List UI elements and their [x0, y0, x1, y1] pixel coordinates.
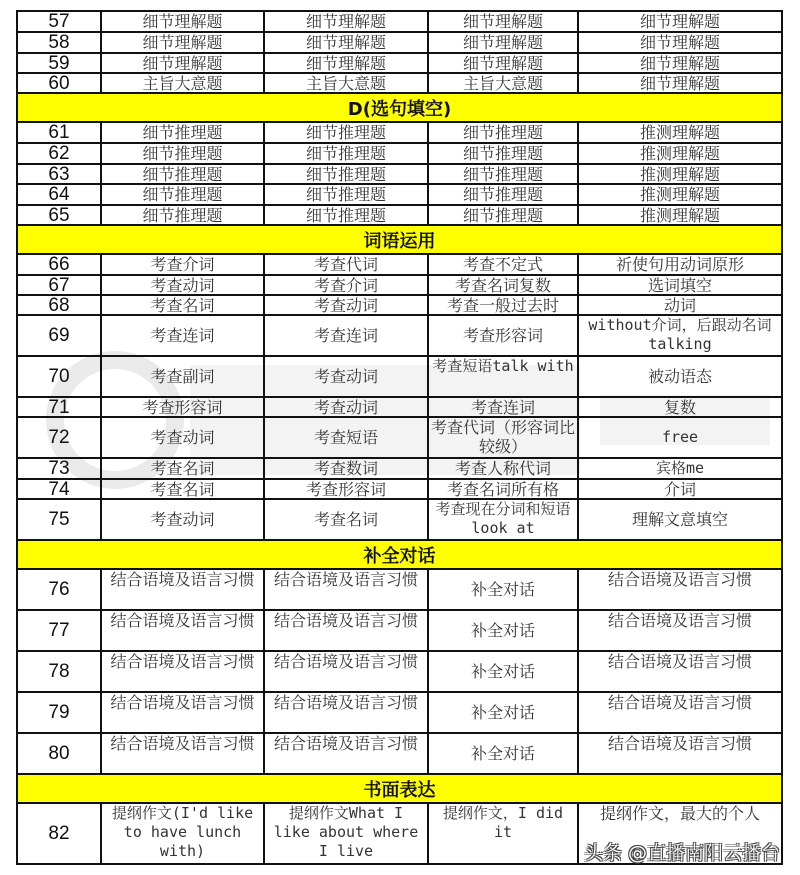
cell-column-4: 介词 — [663, 480, 696, 498]
cell-column-4: 理解文意填空 — [631, 510, 728, 529]
cell-column-4: 祈使句用动词原形 — [615, 255, 744, 274]
cell-column-3: 细节推理题 — [429, 206, 579, 224]
cell-column-1: 考查形容词 — [102, 398, 265, 416]
cell-column-2: 细节推理题 — [265, 123, 429, 142]
cell-question-number: 76 — [18, 570, 102, 609]
section-header: 词语运用 — [18, 226, 781, 255]
cell-column-3: 考查一般过去时 — [429, 296, 579, 314]
cell-question-number: 77 — [18, 611, 102, 650]
cell-column-4: free — [661, 428, 699, 446]
exam-analysis-table — [16, 10, 783, 865]
cell-column-4: 推测理解题 — [639, 165, 720, 183]
cell-column-3: 考查名词所有格 — [429, 480, 579, 498]
cell-question-number: 60 — [18, 74, 102, 92]
cell-column-4: 推测理解题 — [639, 206, 720, 224]
cell-question-number: 67 — [18, 276, 102, 294]
table-row — [18, 611, 781, 652]
cell-column-2: 考查动词 — [265, 398, 429, 416]
table-row — [18, 398, 781, 418]
cell-column-4: 结合语境及语言习惯 — [607, 693, 752, 712]
cell-question-number: 57 — [18, 12, 102, 31]
cell-column-3: 细节推理题 — [429, 165, 579, 183]
cell-column-3: 细节理解题 — [429, 12, 579, 31]
cell-column-3: 考查连词 — [429, 398, 579, 416]
cell-column-1: 考查名词 — [102, 296, 265, 314]
table-row — [18, 74, 781, 94]
cell-column-2: 细节推理题 — [265, 206, 429, 224]
cell-column-4: 结合语境及语言习惯 — [607, 570, 752, 589]
cell-column-4: 选词填空 — [647, 276, 712, 294]
cell-column-3: 细节理解题 — [429, 54, 579, 72]
cell-question-number: 78 — [18, 652, 102, 691]
cell-column-1: 考查介词 — [102, 255, 265, 274]
cell-column-2: 提纲作文What I like about where I live — [265, 804, 429, 863]
table-row — [18, 255, 781, 276]
table-row — [18, 480, 781, 500]
cell-column-4: 提纲作文，最大的个人 — [599, 804, 760, 823]
cell-column-4: 推测理解题 — [639, 185, 720, 204]
table-row — [18, 296, 781, 316]
table-row — [18, 693, 781, 734]
cell-column-1: 细节推理题 — [102, 206, 265, 224]
cell-column-1: 结合语境及语言习惯 — [102, 693, 265, 732]
cell-column-4: 细节理解题 — [639, 33, 720, 52]
cell-column-3: 考查代词（形容词比较级） — [429, 418, 579, 457]
cell-column-1: 考查动词 — [102, 418, 265, 457]
cell-question-number: 63 — [18, 165, 102, 183]
cell-column-4: 推测理解题 — [639, 123, 720, 142]
cell-column-1: 考查动词 — [102, 500, 265, 539]
cell-question-number: 79 — [18, 693, 102, 732]
cell-column-3: 补全对话 — [429, 734, 579, 773]
cell-question-number: 72 — [18, 418, 102, 457]
cell-column-4: 结合语境及语言习惯 — [607, 734, 752, 753]
cell-column-1: 细节理解题 — [102, 33, 265, 52]
cell-column-1: 考查名词 — [102, 480, 265, 498]
cell-column-3: 细节推理题 — [429, 123, 579, 142]
cell-column-3: 补全对话 — [429, 611, 579, 650]
table-row — [18, 357, 781, 398]
cell-column-4: 宾格me — [655, 459, 705, 477]
section-header: 书面表达 — [18, 775, 781, 804]
cell-column-1: 细节理解题 — [102, 54, 265, 72]
cell-column-4: 动词 — [663, 296, 696, 314]
cell-column-2: 考查短语 — [265, 418, 429, 457]
cell-column-4: 结合语境及语言习惯 — [607, 652, 752, 671]
cell-question-number: 82 — [18, 804, 102, 863]
table-row — [18, 734, 781, 775]
cell-column-3: 补全对话 — [429, 693, 579, 732]
cell-column-1: 结合语境及语言习惯 — [102, 734, 265, 773]
cell-column-2: 考查动词 — [265, 357, 429, 396]
cell-column-1: 提纲作文(I'd like to have lunch with) — [102, 804, 265, 863]
cell-column-3: 细节推理题 — [429, 185, 579, 204]
cell-column-2: 细节推理题 — [265, 185, 429, 204]
cell-question-number: 66 — [18, 255, 102, 274]
table-row — [18, 165, 781, 185]
cell-column-2: 结合语境及语言习惯 — [265, 734, 429, 773]
cell-column-2: 主旨大意题 — [265, 74, 429, 92]
cell-question-number: 58 — [18, 33, 102, 52]
table-row — [18, 144, 781, 165]
table-row — [18, 54, 781, 74]
table-row — [18, 185, 781, 206]
table-row — [18, 33, 781, 54]
table-row — [18, 570, 781, 611]
cell-column-4: 细节理解题 — [639, 74, 720, 92]
cell-column-2: 考查介词 — [265, 276, 429, 294]
cell-column-2: 结合语境及语言习惯 — [265, 693, 429, 732]
cell-column-1: 结合语境及语言习惯 — [102, 611, 265, 650]
table-row — [18, 652, 781, 693]
cell-column-1: 考查动词 — [102, 276, 265, 294]
cell-column-2: 考查名词 — [265, 500, 429, 539]
cell-column-1: 主旨大意题 — [102, 74, 265, 92]
cell-column-3: 细节推理题 — [429, 144, 579, 163]
cell-column-3: 补全对话 — [429, 570, 579, 609]
cell-column-3: 提纲作文，I did it — [429, 804, 579, 863]
cell-column-1: 结合语境及语言习惯 — [102, 570, 265, 609]
cell-column-3: 补全对话 — [429, 652, 579, 691]
table-row — [18, 123, 781, 144]
cell-column-2: 考查数词 — [265, 459, 429, 478]
cell-column-2: 考查形容词 — [265, 480, 429, 498]
source-watermark: 头条 @直播南阳云播台 — [583, 842, 780, 864]
section-header: 补全对话 — [18, 541, 781, 570]
cell-column-4: without介词，后跟动名词talking — [588, 316, 772, 353]
cell-column-4: 推测理解题 — [639, 144, 720, 163]
cell-column-4: 复数 — [663, 398, 696, 416]
cell-question-number: 74 — [18, 480, 102, 498]
cell-column-2: 细节理解题 — [265, 54, 429, 72]
cell-column-4: 细节理解题 — [639, 54, 720, 72]
cell-column-1: 结合语境及语言习惯 — [102, 652, 265, 691]
cell-column-2: 考查连词 — [265, 316, 429, 355]
cell-question-number: 68 — [18, 296, 102, 314]
table-row — [18, 276, 781, 296]
cell-question-number: 80 — [18, 734, 102, 773]
cell-column-2: 细节推理题 — [265, 144, 429, 163]
cell-column-2: 细节理解题 — [265, 12, 429, 31]
cell-column-2: 细节推理题 — [265, 165, 429, 183]
table-row — [18, 316, 781, 357]
cell-column-4: 结合语境及语言习惯 — [607, 611, 752, 630]
cell-question-number: 61 — [18, 123, 102, 142]
table-row — [18, 418, 781, 459]
table-row — [18, 500, 781, 541]
cell-column-2: 考查代词 — [265, 255, 429, 274]
cell-column-1: 考查连词 — [102, 316, 265, 355]
cell-column-3: 主旨大意题 — [429, 74, 579, 92]
cell-column-3: 考查人称代词 — [429, 459, 579, 478]
cell-column-1: 细节推理题 — [102, 165, 265, 183]
cell-question-number: 75 — [18, 500, 102, 539]
cell-column-3: 考查现在分词和短语look at — [429, 500, 579, 539]
cell-column-4: 细节理解题 — [639, 12, 720, 31]
cell-column-3: 考查名词复数 — [429, 276, 579, 294]
cell-question-number: 62 — [18, 144, 102, 163]
cell-column-1: 细节理解题 — [102, 12, 265, 31]
cell-column-2: 结合语境及语言习惯 — [265, 611, 429, 650]
cell-question-number: 70 — [18, 357, 102, 396]
cell-question-number: 64 — [18, 185, 102, 204]
cell-column-3: 细节理解题 — [429, 33, 579, 52]
cell-column-4: 被动语态 — [647, 367, 712, 386]
cell-column-2: 结合语境及语言习惯 — [265, 570, 429, 609]
cell-column-1: 细节推理题 — [102, 144, 265, 163]
cell-column-1: 考查副词 — [102, 357, 265, 396]
cell-question-number: 69 — [18, 316, 102, 355]
table-row — [18, 459, 781, 480]
table-row — [18, 12, 781, 33]
cell-column-1: 细节推理题 — [102, 123, 265, 142]
cell-column-3: 考查不定式 — [429, 255, 579, 274]
cell-column-2: 细节理解题 — [265, 33, 429, 52]
cell-column-2: 考查动词 — [265, 296, 429, 314]
cell-column-1: 考查名词 — [102, 459, 265, 478]
cell-column-3: 考查短语talk with — [429, 357, 579, 396]
cell-question-number: 59 — [18, 54, 102, 72]
cell-question-number: 73 — [18, 459, 102, 478]
cell-column-2: 结合语境及语言习惯 — [265, 652, 429, 691]
section-header: D(选句填空) — [18, 94, 781, 123]
cell-question-number: 65 — [18, 206, 102, 224]
table-row — [18, 206, 781, 226]
cell-question-number: 71 — [18, 398, 102, 416]
cell-column-1: 细节推理题 — [102, 185, 265, 204]
cell-column-3: 考查形容词 — [429, 316, 579, 355]
